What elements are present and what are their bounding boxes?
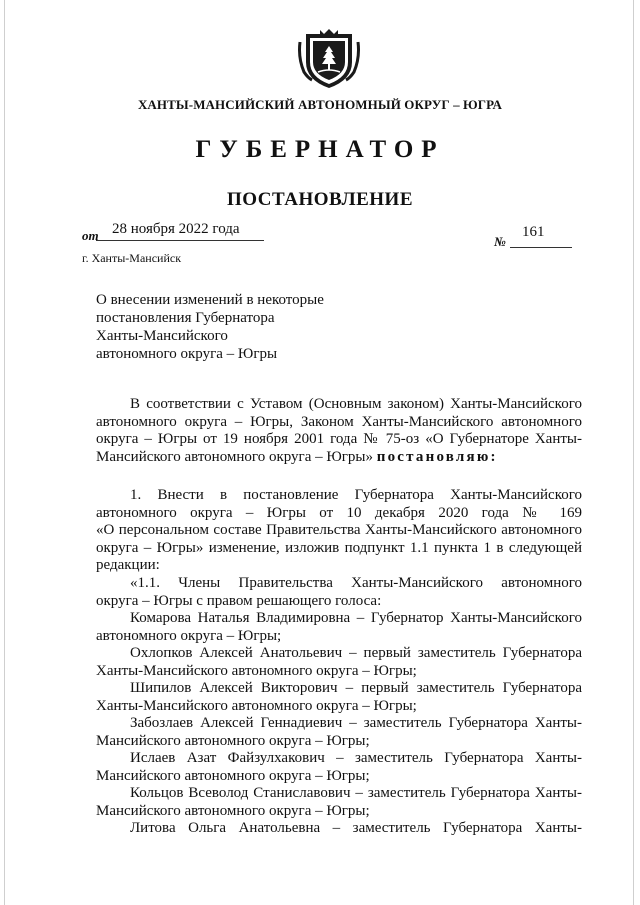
subject-line: О внесении изменений в некоторые [96,292,324,308]
subject-line: Ханты-Мансийского [96,328,228,344]
member-entry [96,645,582,680]
document-type: ПОСТАНОВЛЕНИЕ [226,189,414,210]
member-entry [96,820,582,838]
coat-of-arms-emblem-icon [298,28,360,90]
member-line: Ханты-Мансийского автономного округа – Югры; [96,662,417,679]
item-1-line: 1. Внести в постановление Губернатора Ханты-Мансийского [130,487,582,503]
document-number: 161 [522,224,545,240]
member-line: Забозлаев Алексей Геннадиевич – заместитель Губернатора Ханты- [130,715,582,731]
member-line: Шипилов Алексей Викторович – первый заместитель Губернатора [130,680,582,696]
subject-line: автономного округа – Югры [96,346,278,362]
subitem-1-1-paragraph [96,575,582,610]
item-1-line: округа – Югры» изменение, изложив подпункт 1.1 пункта 1 в следующей [96,539,582,556]
preamble-line: В соответствии с Уставом (Основным законом) Ханты-Мансийского [130,396,582,412]
member-line: Мансийского автономного округа – Югры; [96,767,370,784]
member-entry [96,785,582,820]
date-prefix: от [82,228,99,243]
city-name: г. Ханты-Мансийск [82,251,182,265]
member-entry [96,610,582,645]
decree-word: постановляю: [376,448,498,465]
member-line: Ханты-Мансийского автономного округа – Югры; [96,697,417,714]
subject-line: постановления Губернатора [96,310,275,326]
subitem-line: «1.1. Члены Правительства Ханты-Мансийского автономного [130,575,582,591]
member-entry [96,715,582,750]
member-line: Комарова Наталья Владимировна – Губернатор Ханты-Мансийского [130,610,582,626]
member-line: Охлопков Алексей Анатольевич – первый заместитель Губернатора [130,645,582,661]
item-1-line: редакции: [96,557,160,573]
preamble-line: Мансийского автономного округа – Югры» [96,448,374,465]
member-line: автономного округа – Югры; [96,627,282,644]
member-line: Ислаев Азат Файзулхакович – заместитель Губернатора Ханты- [130,750,582,766]
preamble-line: округа – Югры от 19 ноября 2001 года № 75-оз «О Губернаторе Ханты- [96,431,582,447]
number-label: № [494,234,506,249]
authority-title: ГУБЕРНАТОР [195,136,445,163]
number-underline [510,247,572,248]
subitem-line: округа – Югры с правом решающего голоса: [96,592,382,609]
item-1-paragraph [96,487,582,575]
member-entry [96,680,582,715]
item-1-line: автономного округа – Югры от 10 декабря 2020 года № 169 [96,504,582,521]
preamble-last-line [96,449,582,467]
preamble-line: автономного округа – Югры, Законом Ханты-Мансийского автономного [96,413,582,430]
document-date: 28 ноября 2022 года [112,221,240,237]
preamble-paragraph [96,396,582,466]
member-entry [96,750,582,785]
member-line: Мансийского автономного округа – Югры; [96,802,370,819]
region-name: ХАНТЫ-МАНСИЙСКИЙ АВТОНОМНЫЙ ОКРУГ – ЮГРА [137,97,503,112]
date-underline [96,240,264,241]
member-line: Литова Ольга Анатольевна – заместитель Губернатора Ханты- [130,820,582,836]
member-line: Кольцов Всеволод Станиславович – заместитель Губернатора Ханты- [130,785,582,801]
item-1-line: «О персональном составе Правительства Ханты-Мансийского автономного [96,522,582,538]
member-line: Мансийского автономного округа – Югры; [96,732,370,749]
members-list [96,610,582,838]
document-subject [96,291,426,363]
